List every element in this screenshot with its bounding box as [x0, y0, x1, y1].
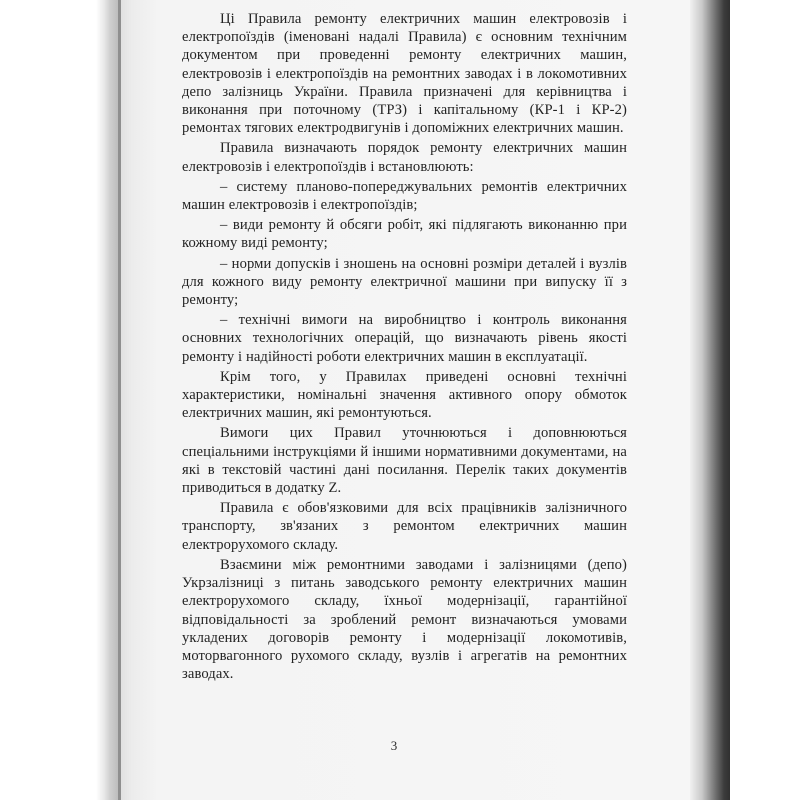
list-item: – види ремонту й обсяги робіт, які підлягають виконанню при кожному виді ремонту; [182, 217, 627, 252]
list-item: – технічні вимоги на виробництво і контроль виконання основних технологічних операцій, що визначають рівень якості ремонту і надійності роботи електричних машин в експлуатації. [182, 312, 627, 365]
paragraph-scope: Правила визначають порядок ремонту електричних машин електровозів і електропоїздів і встановлюють: [182, 140, 627, 175]
scan-margin-right [730, 0, 800, 800]
paragraph-intro: Ці Правила ремонту електричних машин електровозів і електропоїздів (іменовані надалі Правила) є основним технічним документом при проведенні ремонту електричних машин, електровозів і електропоїздів на ремонтних заводах і в локомотивних депо залізниць України. Правила призначені для керівництва і виконання при поточному (ТРЗ) і капітальному (КР-1 і КР-2) ремонтах тягових електродвигунів і допоміжних електричних машин. [182, 11, 627, 137]
page-number-text: 3 [390, 738, 398, 753]
page-edge-shadow [118, 0, 121, 800]
binding-shadow [690, 0, 730, 800]
paragraph-mandatory: Правила є обов'язковими для всіх працівників залізничного транспорту, зв'язаних з ремонтом електричних машин електрорухомого складу. [182, 500, 627, 553]
paragraph-relations: Взаємини між ремонтними заводами і залізницями (депо) Укрзалізниці з питань заводського ремонту електричних машин електрорухомого складу, їхньої модернізації, гарантійної відповідальності за зроблений ремонт визначаються умовами укладених договорів ремонту і модернізації локомотивів, моторвагонного рухомого складу, вузлів і агрегатів на ремонтних заводах. [182, 556, 627, 683]
list-item: – норми допусків і зношень на основні розміри деталей і вузлів для кожного виду ремонту електричної машини при випуску її з ремонту; [182, 255, 627, 309]
document-body [182, 10, 627, 683]
list-item: – систему планово-попереджувальних ремонтів електричних машин електровозів і електропоїздів; [182, 178, 627, 214]
page-number [0, 738, 800, 754]
paragraph-characteristics: Крім того, у Правилах приведені основні технічні характеристики, номінальні значення активного опору обмоток електричних машин, які ремонтуються. [182, 368, 627, 422]
paragraph-requirements: Вимоги цих Правил уточнюються і доповнюються спеціальними інструкціями й іншими нормативними документами, на які в текстовій частині дані посилання. Перелік таких документів приводиться в додатку Z. [182, 425, 627, 497]
scan-margin-left [0, 0, 118, 800]
